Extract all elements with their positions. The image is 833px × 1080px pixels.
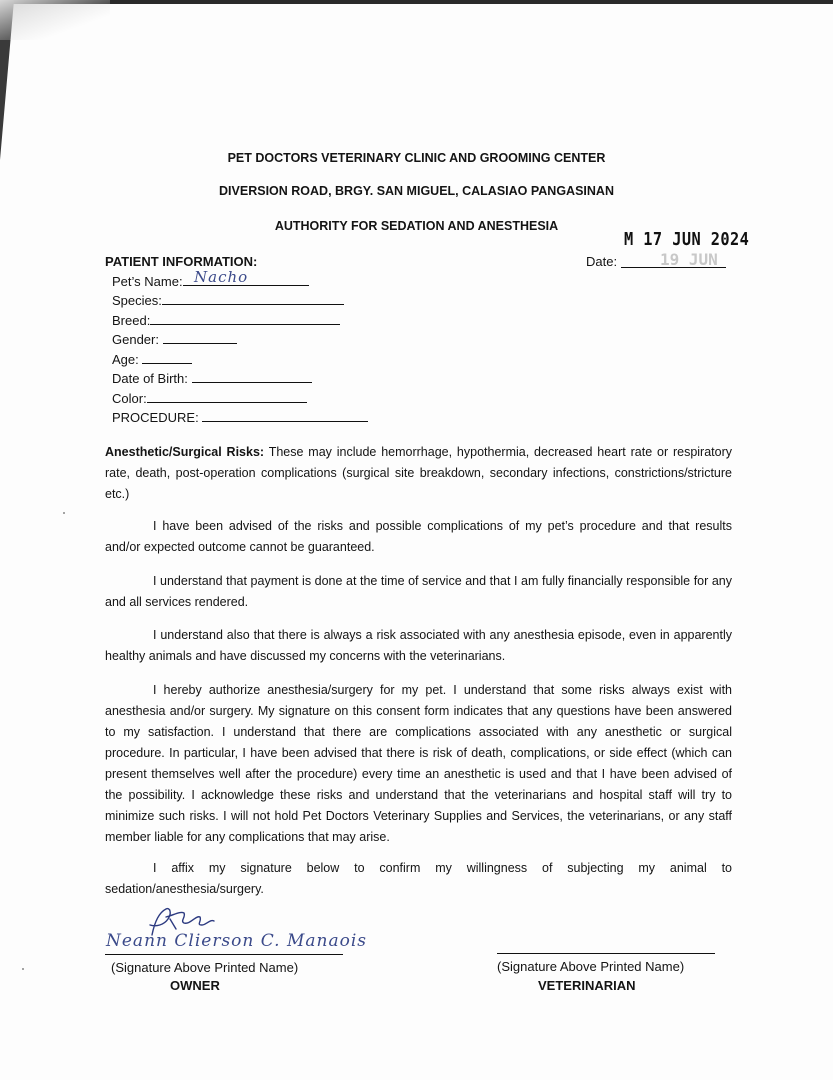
date-stamp: M 17 JUN 2024 bbox=[624, 229, 750, 250]
field-label: PROCEDURE: bbox=[112, 410, 199, 425]
date-of-birth-field[interactable] bbox=[112, 370, 312, 386]
field-line bbox=[150, 312, 340, 325]
payment-paragraph: I understand that payment is done at the time of service and that I am fully financially responsible for any and all services rendered. bbox=[105, 574, 732, 609]
field-line bbox=[202, 409, 368, 422]
field-line bbox=[142, 351, 192, 364]
field-label: Pet’s Name: bbox=[112, 274, 183, 289]
authorization-paragraph: I hereby authorize anesthesia/surgery for my pet. I understand that some risks always exist with anesthesia and/or surgery. My signature on this consent form indicates that any questions have been answered to my satisfaction. I understand that there are complications associated with any anesthetic or surgical procedure. In particular, I have been advised that there is risk of death, complications, or side effect (which can present themselves well after the procedure) every time an anesthetic is used and that I have been advised of the possibility. I acknowledge these risks and understand that the veterinarians and hospital staff will try to minimize such risks. I will not hold Pet Doctors Veterinary Supplies and Services, the veterinarians, or any staff member liable for any complications that may arise. bbox=[105, 683, 732, 844]
clinic-address: DIVERSION ROAD, BRGY. SAN MIGUEL, CALASIAO PANGASINAN bbox=[219, 184, 614, 198]
clinic-name: PET DOCTORS VETERINARY CLINIC AND GROOMING CENTER bbox=[227, 151, 606, 165]
owner-printed-name: Neann Clierson C. Manaois bbox=[106, 931, 367, 951]
vet-signature-line[interactable] bbox=[497, 953, 715, 954]
owner-role-label: OWNER bbox=[170, 978, 220, 993]
field-label: Gender: bbox=[112, 332, 159, 347]
vet-signature-caption: (Signature Above Printed Name) bbox=[497, 959, 685, 974]
gender-field[interactable] bbox=[112, 331, 237, 347]
scan-speck bbox=[22, 968, 24, 970]
affix-signature-paragraph: I affix my signature below to confirm my willingness of subjecting my animal to sedation/anesthesia/surgery. bbox=[105, 861, 732, 896]
scan-corner-shadow bbox=[0, 0, 110, 40]
scan-top-edge bbox=[0, 0, 833, 4]
field-label: Species: bbox=[112, 293, 162, 308]
field-line bbox=[162, 292, 344, 305]
species-field[interactable] bbox=[112, 292, 344, 308]
advised-paragraph: I have been advised of the risks and possible complications of my pet’s procedure and that results and/or expected outcome cannot be guaranteed. bbox=[105, 519, 732, 554]
patient-info-title: PATIENT INFORMATION: bbox=[105, 254, 258, 269]
procedure-field[interactable] bbox=[112, 409, 368, 425]
date-stamp-ghost: 19 JUN bbox=[660, 250, 718, 269]
age-field[interactable] bbox=[112, 351, 192, 367]
risks-paragraph bbox=[105, 442, 732, 505]
form-title: AUTHORITY FOR SEDATION AND ANESTHESIA bbox=[274, 219, 559, 233]
pet-name-value: Nacho bbox=[194, 268, 249, 286]
risks-heading: Anesthetic/Surgical Risks: bbox=[105, 445, 265, 459]
date-label: Date: bbox=[586, 254, 618, 269]
owner-signature-caption: (Signature Above Printed Name) bbox=[111, 960, 299, 975]
owner-signature-line[interactable] bbox=[105, 954, 343, 955]
field-label: Date of Birth: bbox=[112, 371, 188, 386]
risks-text: These may include hemorrhage, hypothermia, decreased heart rate or respiratory rate, death, post-operation complications (surgical site breakdown, secondary infections, constrictions/stricture etc.) bbox=[105, 445, 732, 501]
field-line bbox=[192, 370, 312, 383]
date-field-line[interactable] bbox=[621, 267, 726, 268]
field-label: Age: bbox=[112, 352, 139, 367]
color-field[interactable] bbox=[112, 390, 307, 406]
field-line bbox=[163, 331, 237, 344]
risk-awareness-paragraph: I understand also that there is always a risk associated with any anesthesia episode, even in apparently healthy animals and have discussed my concerns with the veterinarians. bbox=[105, 628, 732, 663]
scan-speck bbox=[63, 512, 65, 514]
field-label: Breed: bbox=[112, 313, 151, 328]
vet-role-label: VETERINARIAN bbox=[538, 978, 636, 993]
field-label: Color: bbox=[112, 391, 147, 406]
breed-field[interactable] bbox=[112, 312, 340, 328]
field-line bbox=[147, 390, 307, 403]
